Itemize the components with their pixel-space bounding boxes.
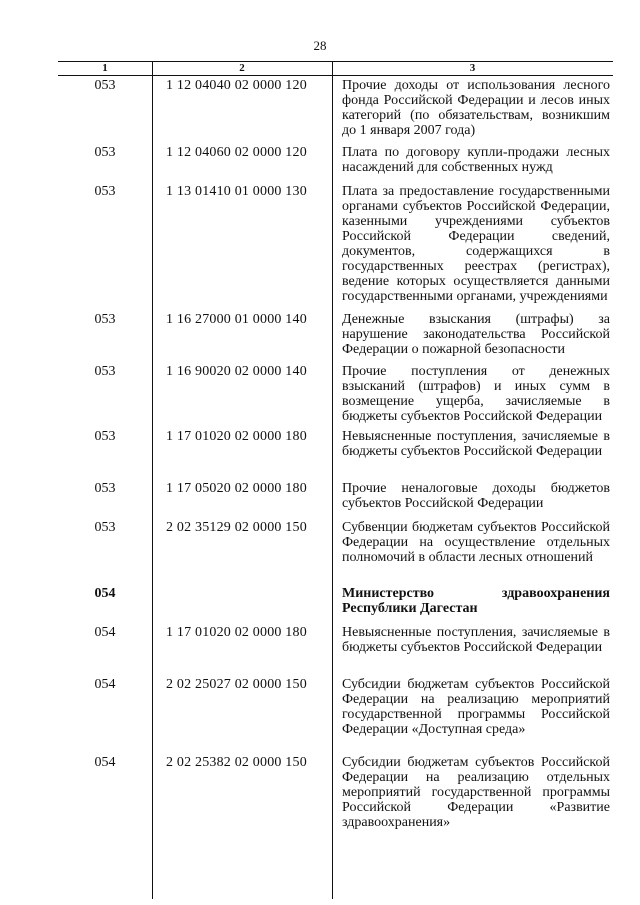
admin-code: 053 [94,145,116,160]
revenue-description: Субвенции бюджетам субъектов Российской Федерации на осуществление отдельных полномочий в области лесных отношений [342,520,610,565]
revenue-codes-table [58,61,613,899]
admin-code: 053 [94,364,116,379]
admin-code: 053 [94,78,116,93]
budget-code: 1 16 27000 01 0000 140 [166,312,307,327]
budget-code: 2 02 35129 02 0000 150 [166,520,307,535]
admin-code: 054 [94,625,116,640]
budget-code: 1 17 01020 02 0000 180 [166,429,307,444]
revenue-description: Прочие неналоговые доходы бюджетов субъектов Российской Федерации [342,481,610,511]
column-divider [332,61,333,899]
header-col-3: 3 [469,62,476,74]
header-col-1: 1 [102,62,108,74]
revenue-description: Плата по договору купли-продажи лесных насаждений для собственных нужд [342,145,610,175]
admin-code: 053 [94,520,116,535]
revenue-description: Плата за предоставление государственными органами субъектов Российской Федерации, казенными учреждениями субъектов Российской Федерации сведений, документов, содержащихся в государственных реестрах (регистрах), ведение которых осуществляется данными государственными органами, учреждениями [342,184,610,304]
revenue-description: Невыясненные поступления, зачисляемые в бюджеты субъектов Российской Федерации [342,625,610,655]
admin-code: 054 [94,755,116,770]
revenue-description: Субсидии бюджетам субъектов Российской Федерации на реализацию мероприятий государственной программы Российской Федерации «Доступная среда» [342,677,610,737]
revenue-description: Денежные взыскания (штрафы) за нарушение законодательства Российской Федерации о пожарной безопасности [342,312,610,357]
admin-code: 054 [94,586,116,601]
budget-code: 1 17 05020 02 0000 180 [166,481,307,496]
budget-code: 1 12 04040 02 0000 120 [166,78,307,93]
revenue-description: Прочие доходы от использования лесного фонда Российской Федерации и лесов иных категорий (по обязательствам, возникшим до 1 января 2007 года) [342,78,610,138]
administrator-name: Министерство здравоохранения Республики Дагестан [342,586,610,616]
admin-code: 053 [94,184,116,199]
budget-code: 1 17 01020 02 0000 180 [166,625,307,640]
revenue-description: Невыясненные поступления, зачисляемые в бюджеты субъектов Российской Федерации [342,429,610,459]
admin-code: 054 [94,677,116,692]
budget-code: 1 13 01410 01 0000 130 [166,184,307,199]
budget-code: 1 12 04060 02 0000 120 [166,145,307,160]
admin-code: 053 [94,429,116,444]
admin-code: 053 [94,312,116,327]
revenue-description: Субсидии бюджетам субъектов Российской Федерации на реализацию отдельных мероприятий государственной программы Российской Федерации «Развитие здравоохранения» [342,755,610,830]
table-header [58,61,613,76]
column-divider [152,61,153,899]
page-number: 28 [313,38,327,53]
revenue-description: Прочие поступления от денежных взысканий (штрафов) и иных сумм в возмещение ущерба, зачисляемые в бюджеты субъектов Российской Федерации [342,364,610,424]
budget-code: 2 02 25027 02 0000 150 [166,677,307,692]
admin-code: 053 [94,481,116,496]
budget-code: 1 16 90020 02 0000 140 [166,364,307,379]
header-col-2: 2 [239,62,245,74]
budget-code: 2 02 25382 02 0000 150 [166,755,307,770]
